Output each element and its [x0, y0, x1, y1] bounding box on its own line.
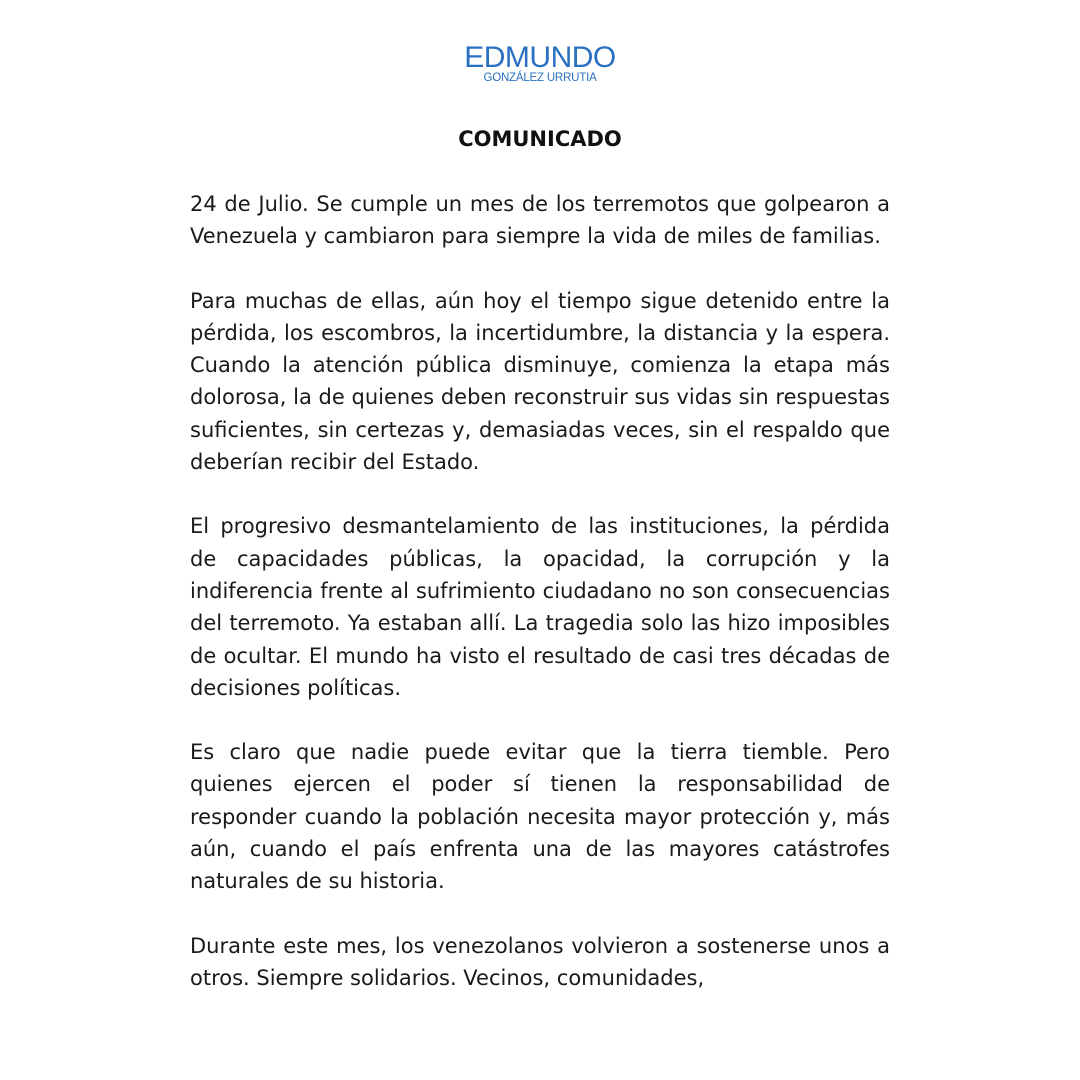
paragraph-3: El progresivo desmantelamiento de las instituciones, la pérdida de capacidades públicas, la opacidad, la corrupción y la indiferencia frente al sufrimiento ciudadano no son consecuencias del terremoto. Ya estaban allí. La tragedia solo las hizo imposibles de ocultar. El mundo ha visto el resultado de casi tres décadas de decisiones políticas.	[190, 514, 890, 700]
paragraph-2: Para muchas de ellas, aún hoy el tiempo sigue detenido entre la pérdida, los escombros, la incertidumbre, la distancia y la espera. Cuando la atención pública disminuye, comienza la etapa más dolorosa, la de quienes deben reconstruir sus vidas sin respuestas suficientes, sin certezas y, demasiadas veces, sin el respaldo que deberían recibir del Estado.	[190, 288, 890, 475]
logo	[0, 41, 1080, 85]
logo-surname: GONZÁLEZ URRUTIA	[483, 72, 597, 84]
logo-name: EDMUNDO	[464, 41, 616, 74]
paragraph-1: 24 de Julio. Se cumple un mes de los terremotos que golpearon a Venezuela y cambiaron para siempre la vida de miles de familias.	[190, 192, 890, 249]
paragraph-4: Es claro que nadie puede evitar que la tierra tiemble. Pero quienes ejercen el poder sí tienen la responsabilidad de responder cuando la población necesita mayor protección y, más aún, cuando el país enfrenta una de las mayores catástrofes naturales de su historia.	[190, 740, 890, 894]
paragraph-5: Durante este mes, los venezolanos volvieron a sostenerse unos a otros. Siempre solidarios. Vecinos, comunidades,	[190, 933, 890, 990]
document-title: COMUNICADO	[458, 127, 622, 151]
document-body	[190, 188, 890, 1026]
